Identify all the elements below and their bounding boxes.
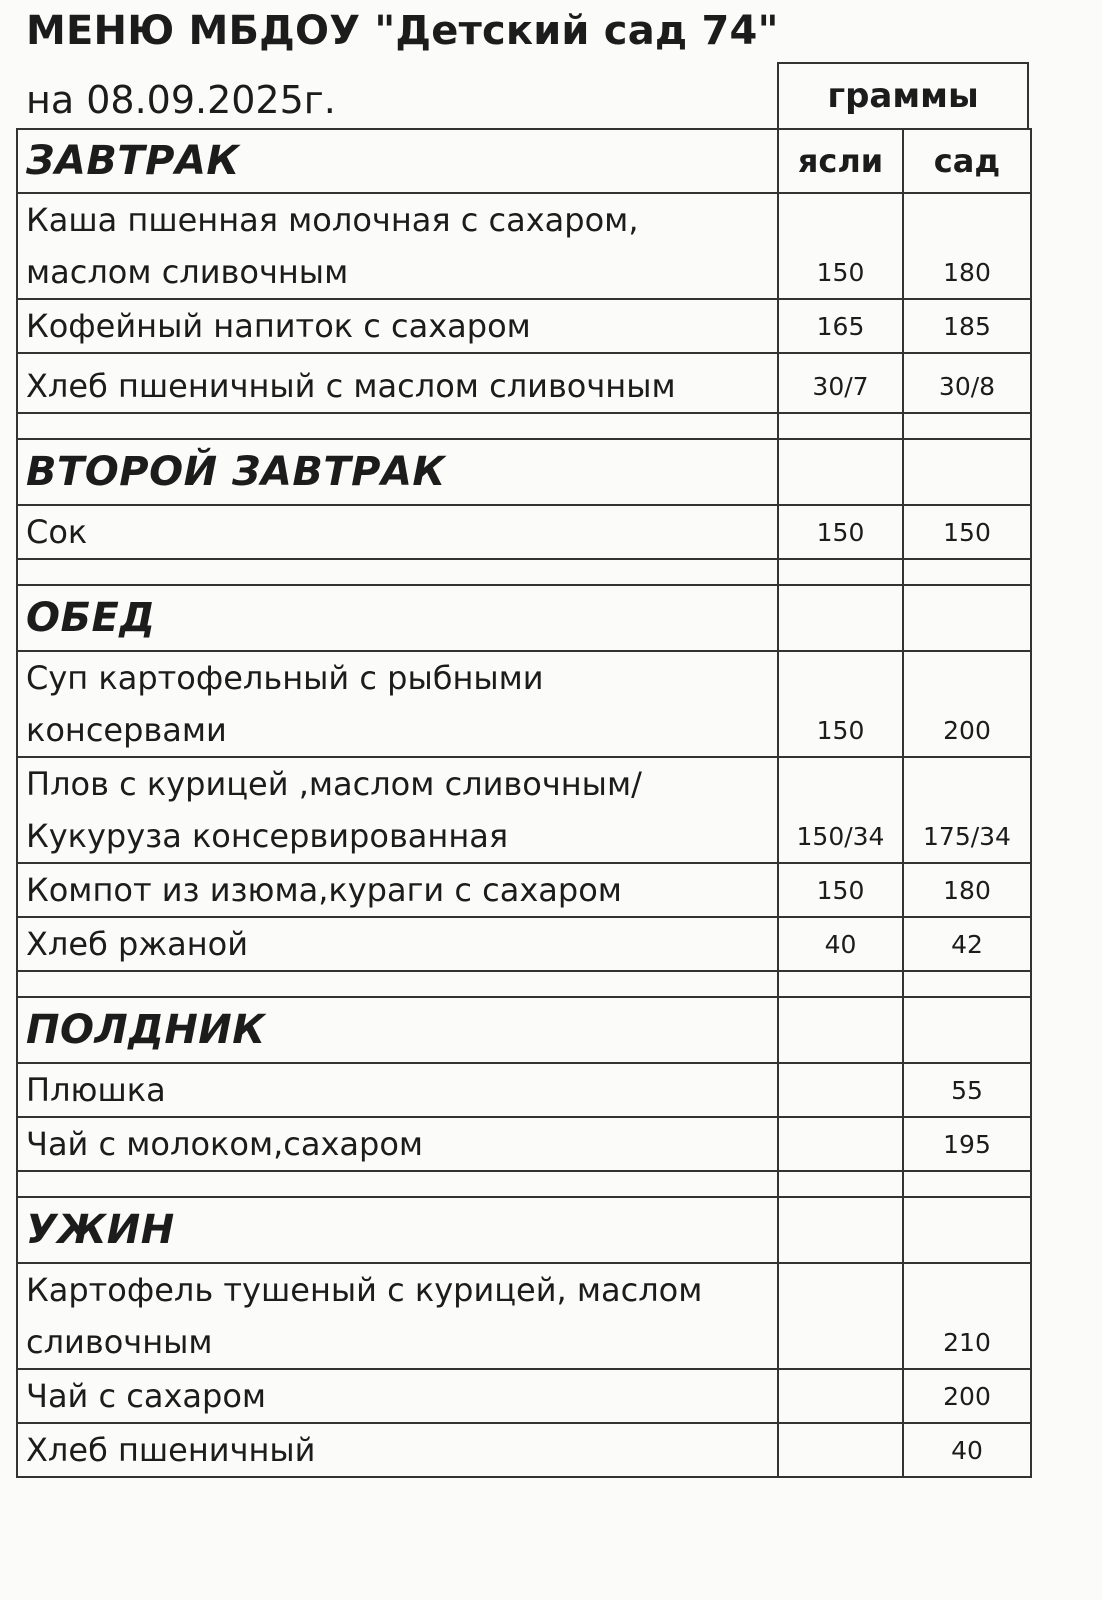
dish-name: Чай с молоком,сахаром bbox=[26, 1125, 424, 1163]
portion-sad: 150 bbox=[943, 518, 991, 547]
menu-row bbox=[17, 1369, 1031, 1423]
portion-yasli: 40 bbox=[824, 930, 857, 959]
spacer-row bbox=[17, 1171, 1031, 1197]
portion-sad: 185 bbox=[943, 312, 991, 341]
section-header-breakfast bbox=[17, 129, 1031, 193]
section-title-second-breakfast: ВТОРОЙ ЗАВТРАК bbox=[26, 449, 446, 495]
section-title-snack: ПОЛДНИК bbox=[26, 1007, 266, 1053]
page-title: МЕНЮ МБДОУ "Детский сад 74" bbox=[26, 8, 779, 54]
section-header-lunch bbox=[17, 585, 1031, 651]
portion-sad: 55 bbox=[951, 1076, 983, 1105]
portion-yasli: 150 bbox=[816, 716, 865, 745]
menu-row bbox=[17, 193, 1031, 299]
menu-row bbox=[17, 863, 1031, 917]
section-header-second-breakfast bbox=[17, 439, 1031, 505]
dish-name: Кофейный напиток с сахаром bbox=[26, 307, 531, 345]
menu-row bbox=[17, 505, 1031, 559]
menu-row bbox=[17, 917, 1031, 971]
section-title-breakfast: ЗАВТРАК bbox=[26, 138, 240, 184]
dish-name: Плюшка bbox=[26, 1071, 166, 1109]
portion-sad: 200 bbox=[943, 1382, 991, 1411]
portion-sad: 180 bbox=[943, 258, 991, 287]
portion-sad: 180 bbox=[943, 876, 991, 905]
portion-yasli bbox=[787, 1420, 894, 1422]
menu-row bbox=[17, 1117, 1031, 1171]
portion-sad: 200 bbox=[943, 716, 991, 745]
portion-yasli: 150 bbox=[816, 876, 865, 905]
portion-sad: 30/8 bbox=[938, 372, 996, 401]
dish-name: Хлеб пшеничный с маслом сливочным bbox=[26, 367, 676, 405]
units-header bbox=[777, 62, 1029, 128]
spacer-row bbox=[17, 413, 1031, 439]
portion-sad: 195 bbox=[943, 1130, 991, 1159]
portion-yasli: 150 bbox=[816, 258, 865, 287]
dish-name: Суп картофельный с рыбными консервами bbox=[26, 659, 544, 749]
dish-name: Плов с курицей ,маслом сливочным/ Кукуруза консервированная bbox=[26, 765, 642, 855]
spacer-row bbox=[17, 559, 1031, 585]
menu-row bbox=[17, 353, 1031, 413]
portion-sad: 210 bbox=[943, 1328, 991, 1357]
dish-name: Компот из изюма,кураги с сахаром bbox=[26, 871, 622, 909]
portion-sad: 42 bbox=[951, 930, 983, 959]
portion-yasli bbox=[787, 1168, 894, 1170]
section-header-snack bbox=[17, 997, 1031, 1063]
portion-yasli bbox=[787, 1114, 894, 1116]
section-header-dinner bbox=[17, 1197, 1031, 1263]
portion-sad: 175/34 bbox=[923, 822, 1011, 851]
column-header-sad: сад bbox=[933, 142, 1001, 180]
column-header-yasli: ясли bbox=[797, 142, 884, 180]
portion-sad: 40 bbox=[951, 1436, 983, 1465]
menu-row bbox=[17, 299, 1031, 353]
dish-name: Хлеб ржаной bbox=[26, 925, 249, 963]
dish-name: Картофель тушеный с курицей, маслом сливочным bbox=[26, 1271, 703, 1361]
menu-row bbox=[17, 651, 1031, 757]
portion-yasli: 165 bbox=[816, 312, 865, 341]
portion-yasli: 30/7 bbox=[812, 372, 869, 401]
menu-row bbox=[17, 1063, 1031, 1117]
dish-name: Каша пшенная молочная с сахаром, маслом сливочным bbox=[26, 201, 639, 291]
portion-yasli: 150/34 bbox=[796, 822, 885, 851]
portion-yasli bbox=[787, 1366, 894, 1368]
portion-yasli bbox=[787, 1474, 894, 1476]
menu-row bbox=[17, 1263, 1031, 1369]
menu-row bbox=[17, 757, 1031, 863]
dish-name: Хлеб пшеничный bbox=[26, 1431, 316, 1469]
units-label: граммы bbox=[827, 76, 979, 116]
portion-yasli: 150 bbox=[816, 518, 865, 547]
menu-date: на 08.09.2025г. bbox=[26, 78, 336, 122]
spacer-row bbox=[17, 971, 1031, 997]
section-title-dinner: УЖИН bbox=[26, 1207, 175, 1253]
dish-name: Чай с сахаром bbox=[26, 1377, 267, 1415]
dish-name: Сок bbox=[26, 513, 88, 551]
section-title-lunch: ОБЕД bbox=[26, 595, 156, 641]
menu-row bbox=[17, 1423, 1031, 1477]
menu-table bbox=[16, 128, 1032, 1478]
